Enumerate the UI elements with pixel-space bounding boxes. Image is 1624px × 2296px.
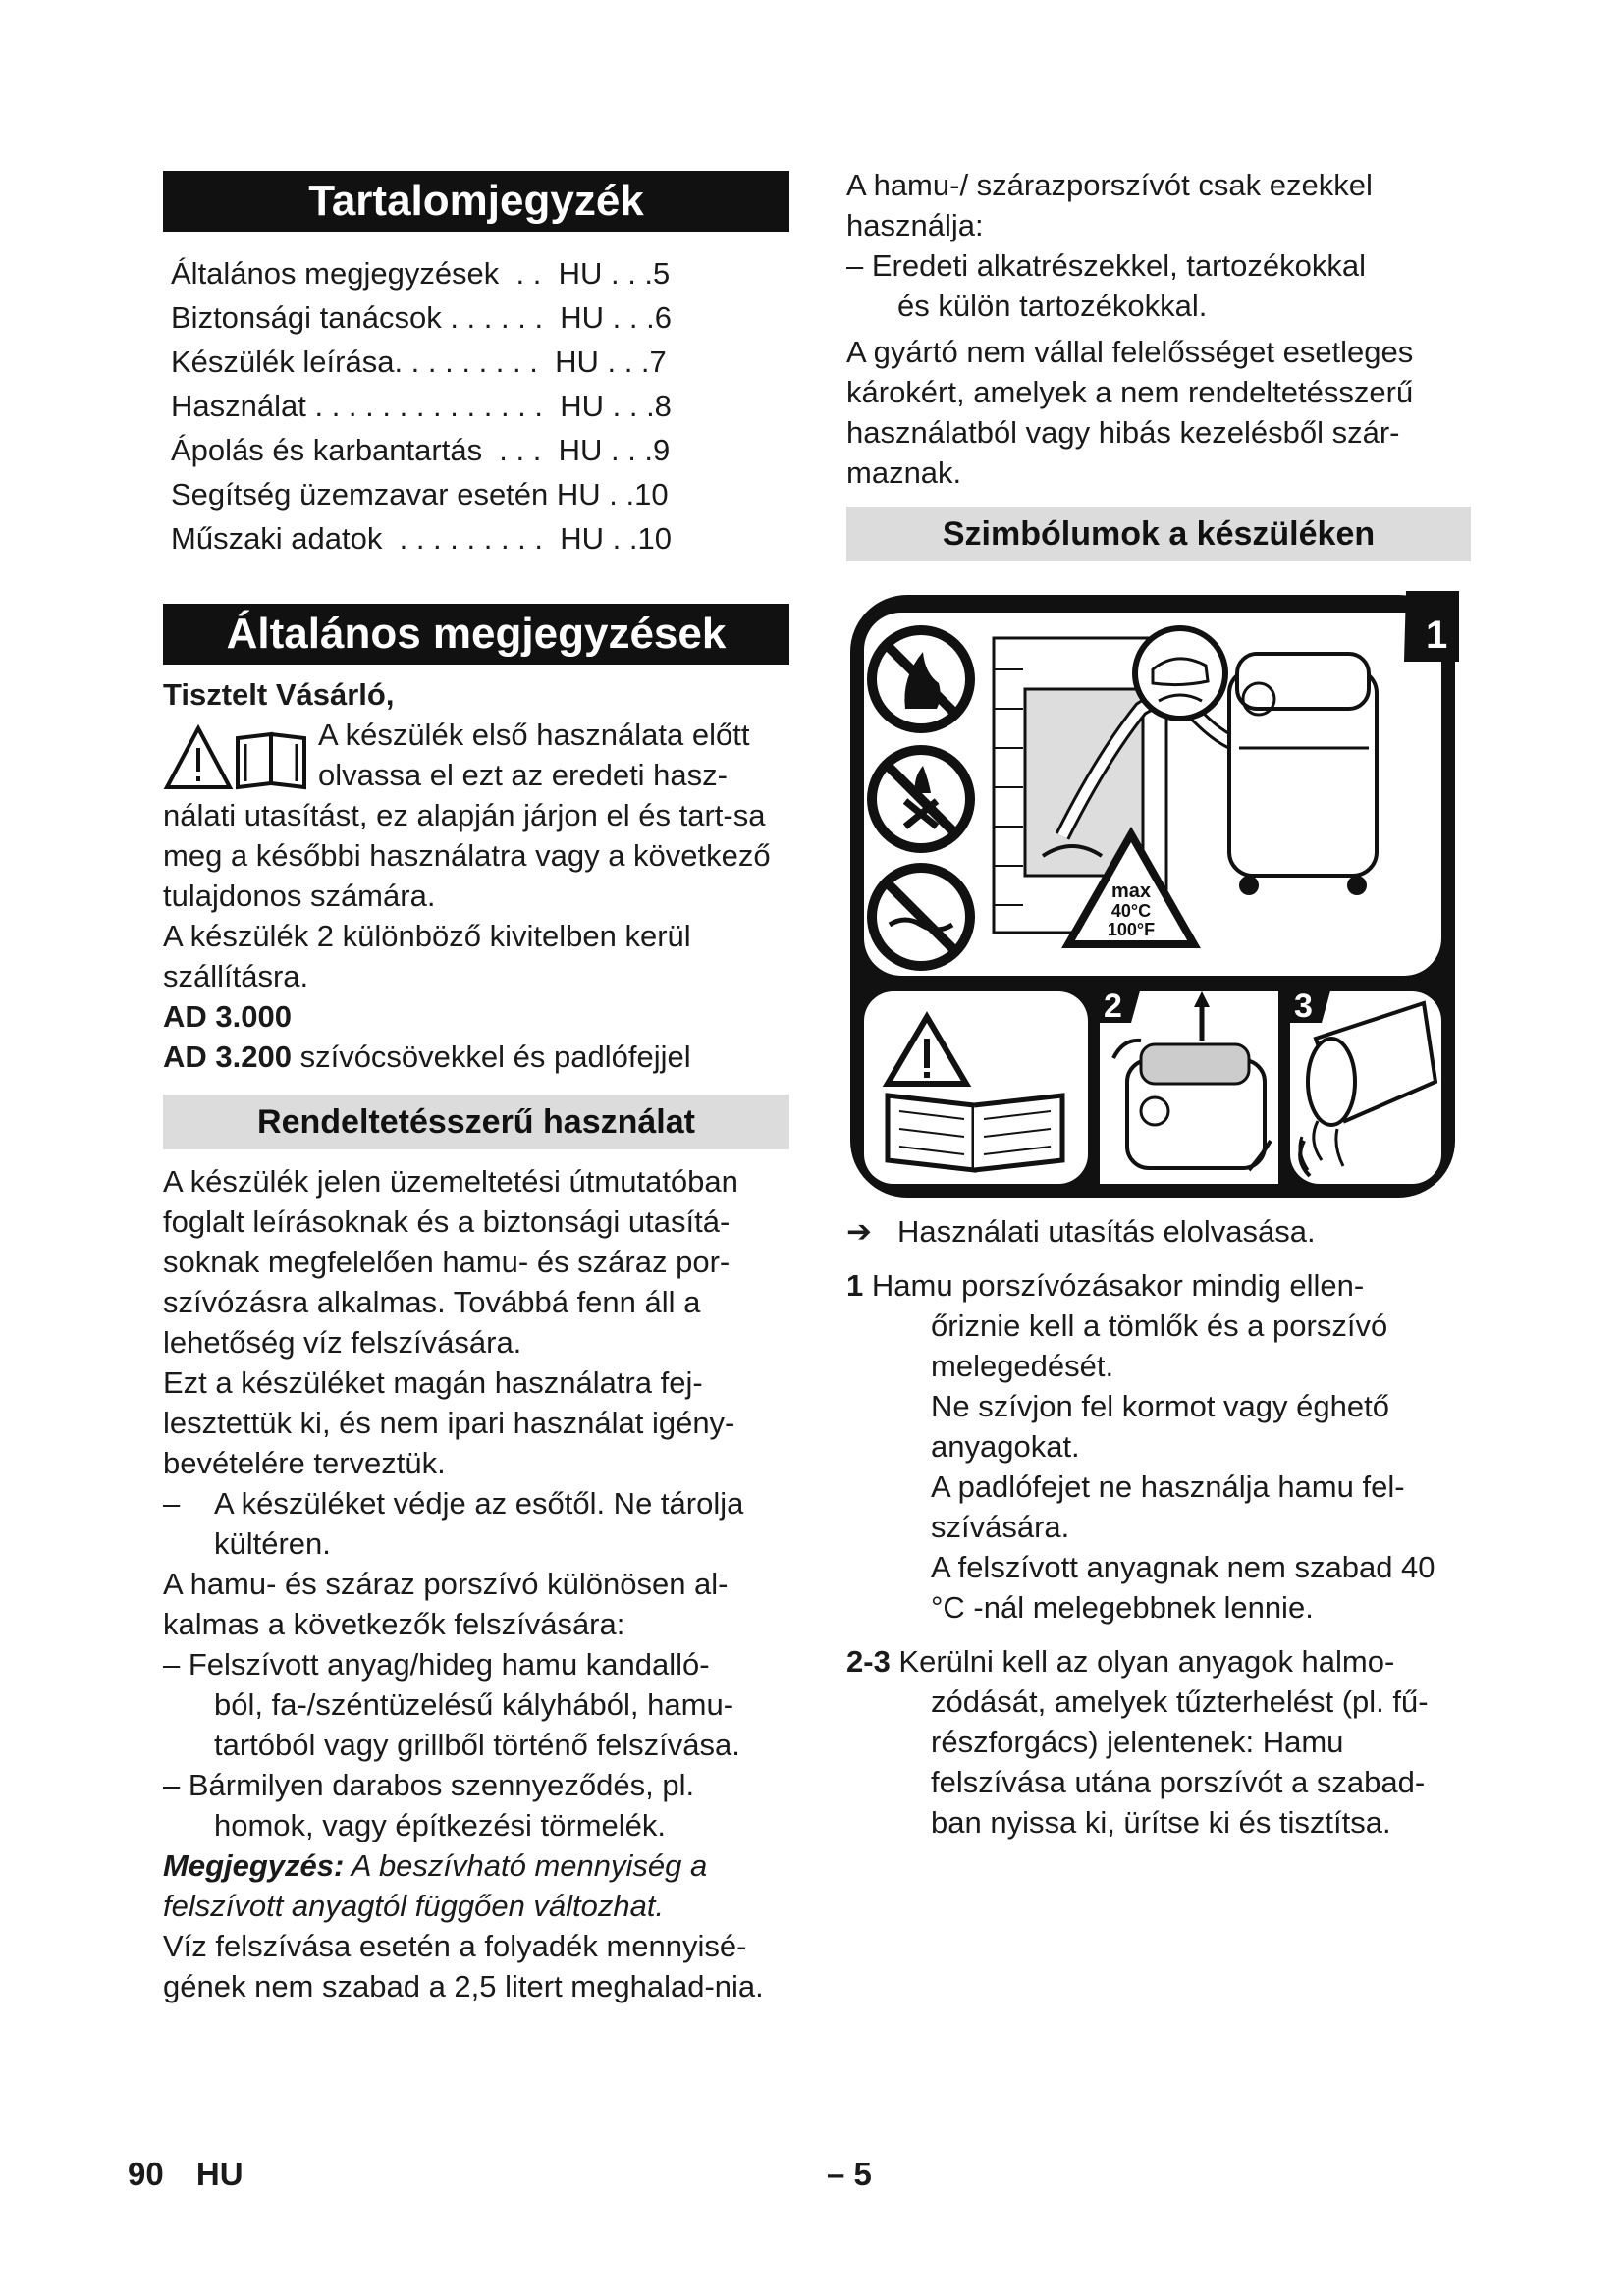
language-code: HU bbox=[195, 2156, 244, 2192]
toc-title: Tartalomjegyzék bbox=[163, 171, 789, 232]
bullet-1-first: – Felszívott anyag/hideg hamu kandalló- bbox=[163, 1647, 710, 1682]
symbols-title: Szimbólumok a készüléken bbox=[846, 507, 1471, 561]
fig-c: 40°C bbox=[1110, 901, 1152, 921]
intro-line1: A készülék első használata előtt bbox=[318, 718, 750, 752]
intro-block bbox=[163, 715, 789, 795]
symbol-2-3-rest: zódását, amelyek tűzterhelést (pl. fű-részforgács) jelentenek: Hamu felszívása utána porszívót a szabad-ban nyissa ki, ürítse ki és tisztítsa. bbox=[931, 1684, 1429, 1840]
fig-f: 100°F bbox=[1107, 920, 1156, 939]
bullet-2-cont: homok, vagy építkezési törmelék. bbox=[214, 1808, 667, 1842]
model-2-desc: szívócsövekkel és padlófejjel bbox=[291, 1040, 691, 1074]
symbol-1-item bbox=[846, 1265, 1471, 1628]
intended-p4: Víz felszívása esetén a folyadék mennyisé-gének nem szabad a 2,5 litert meghalad-nia. bbox=[163, 1929, 764, 2003]
note-label: Megjegyzés: bbox=[163, 1848, 345, 1883]
model-1: AD 3.000 bbox=[163, 999, 292, 1034]
fig-label-3: 3 bbox=[1294, 988, 1313, 1025]
bullet-1-cont: ból, fa-/széntüzelésű kályhából, hamu-tartóból vagy grillből történő felszívása. bbox=[214, 1687, 740, 1762]
warning-book-icon bbox=[163, 715, 310, 793]
symbol-1-number: 1 bbox=[846, 1268, 864, 1303]
toc-row[interactable]: Műszaki adatok . . . . . . . . . HU . .10 bbox=[171, 521, 672, 556]
toc-row[interactable]: Általános megjegyzések . . HU . . .5 bbox=[171, 256, 671, 291]
hand-check-icon bbox=[1135, 628, 1225, 719]
intended-p3: A hamu- és száraz porszívó különösen al-kalmas a következők felszívására: bbox=[163, 1567, 729, 1641]
symbol-1-rest: őriznie kell a tömlők és a porszívó melegedését. bbox=[931, 1308, 1388, 1383]
dash-text: A készüléket védje az esőtől. Ne tárolja kültéren. bbox=[214, 1486, 744, 1561]
toc-row[interactable]: Biztonsági tanácsok . . . . . . HU . . .6 bbox=[171, 300, 672, 335]
fig-label-1: 1 bbox=[1426, 614, 1448, 657]
fig-max: max bbox=[1110, 881, 1152, 902]
symbols-figure bbox=[846, 591, 1459, 1201]
right-p2: A gyártó nem vállal felelősséget esetleges károkért, amelyek a nem rendeltetésszerű használatból vagy hibás kezelésből szár-maznak. bbox=[846, 335, 1414, 490]
note bbox=[163, 1845, 789, 1926]
intro-rest: nálati utasítást, ez alapján járjon el és tart-sa meg a későbbi használatra vagy a következő tulajdonos számára. bbox=[163, 798, 771, 913]
read-manual-text: Használati utasítás elolvasása. bbox=[897, 1214, 1316, 1249]
toc-row[interactable]: Segítség üzemzavar esetén HU . .10 bbox=[171, 477, 669, 511]
symbol-2-3-item bbox=[846, 1641, 1471, 1842]
symbol-2-3-first: Kerülni kell az olyan anyagok halmo- bbox=[890, 1644, 1395, 1679]
intro-line2: olvassa el ezt az eredeti hasz- bbox=[318, 758, 728, 792]
page-footer-left bbox=[128, 2156, 244, 2193]
model-2-line bbox=[163, 1037, 789, 1077]
arrow-icon: ➔ bbox=[846, 1214, 872, 1249]
toc-list bbox=[171, 251, 789, 561]
page-sub-number: – 5 bbox=[827, 2156, 872, 2192]
device-symbols-illustration bbox=[846, 591, 1459, 1201]
vacuum-drawing bbox=[1229, 654, 1377, 895]
page-number: 90 bbox=[128, 2156, 164, 2192]
note-text: A beszívható mennyiség a felszívott anyagtól függően változhat. bbox=[163, 1848, 708, 1923]
symbol-1-p3: A padlófejet ne használja hamu fel-szívására. bbox=[931, 1469, 1405, 1544]
general-title: Általános megjegyzések bbox=[163, 604, 789, 665]
bullet-2-first: – Bármilyen darabos szennyeződés, pl. bbox=[163, 1768, 695, 1802]
intended-title: Rendeltetésszerű használat bbox=[163, 1095, 789, 1149]
fig-label-2: 2 bbox=[1104, 988, 1122, 1025]
right-column bbox=[846, 165, 1471, 1842]
read-manual-item bbox=[846, 1211, 1471, 1252]
symbol-1-p2: Ne szívjon fel kormot vagy éghető anyagokat. bbox=[931, 1389, 1389, 1464]
versions-text: A készülék 2 különböző kivitelben kerül szállításra. bbox=[163, 919, 691, 993]
symbol-2-3-number: 2-3 bbox=[846, 1644, 891, 1679]
toc-row[interactable]: Használat . . . . . . . . . . . . . . HU . . .8 bbox=[171, 389, 672, 423]
left-column bbox=[163, 171, 789, 2006]
right-dash-first: – Eredeti alkatrészekkel, tartozékokkal bbox=[846, 248, 1366, 283]
symbol-1-first: Hamu porszívózásakor mindig ellen- bbox=[863, 1268, 1365, 1303]
intended-p1: A készülék jelen üzemeltetési útmutatóban foglalt leírásoknak és a biztonsági utasítá-soknak megfelelően hamu- és száraz por-szívózásra alkalmas. Továbbá fenn áll a lehetőség víz felszívására. bbox=[163, 1164, 738, 1360]
right-dash-cont: és külön tartozékokkal. bbox=[897, 289, 1208, 323]
dash-item bbox=[163, 1483, 789, 1564]
intended-p2: Ezt a készüléket magán használatra fej-lesztettük ki, és nem ipari használat igény-bevételére terveztük. bbox=[163, 1365, 735, 1480]
symbol-1-p4: A felszívott anyagnak nem szabad 40 °C -nál melegebbnek lennie. bbox=[931, 1550, 1435, 1625]
dash-marker: – bbox=[163, 1486, 181, 1521]
toc-row[interactable]: Ápolás és karbantartás . . . HU . . .9 bbox=[171, 433, 671, 467]
right-p1: A hamu-/ szárazporszívót csak ezekkel használja: bbox=[846, 168, 1373, 242]
model-2: AD 3.200 bbox=[163, 1040, 292, 1074]
greeting: Tisztelt Vásárló, bbox=[163, 677, 395, 712]
toc-row[interactable]: Készülék leírása. . . . . . . . . HU . . .7 bbox=[171, 345, 667, 379]
